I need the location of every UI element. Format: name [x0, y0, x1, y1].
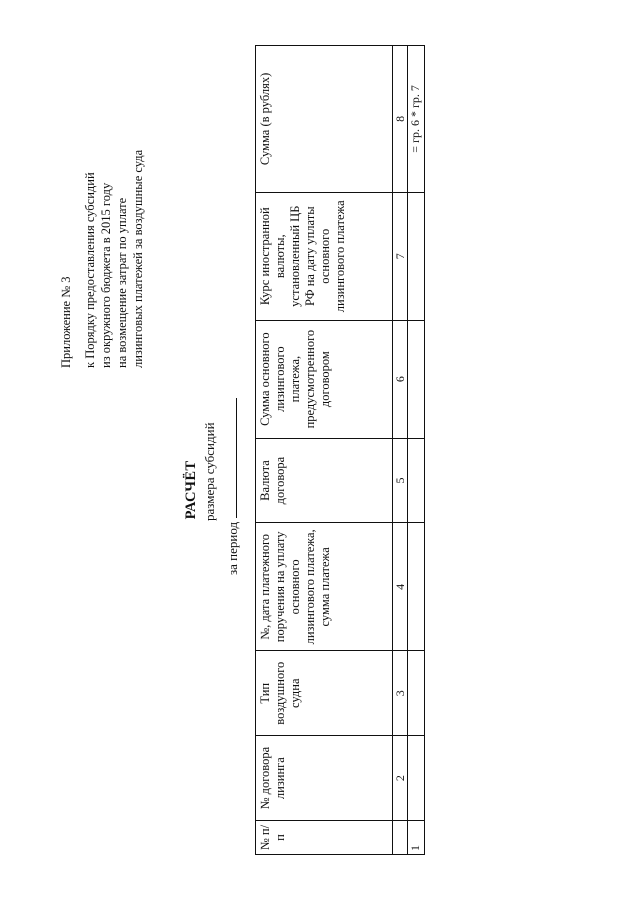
header-cell: №, дата платежного поручения на уплату основного лизингового платежа, сумма платежа	[256, 523, 393, 651]
number-cell: 7	[393, 192, 408, 320]
number-cell: 8	[393, 46, 408, 193]
row-number-cell: 1	[408, 821, 425, 855]
header-cell: Курс иностранной валюты, установленный ЦБ РФ на дату уплаты основного лизингового платежа	[256, 192, 393, 320]
period-field	[224, 398, 241, 575]
formula-cell: = гр. 6 * гр. 7	[408, 46, 425, 193]
document-title: РАСЧЁТ	[183, 460, 199, 520]
data-cell	[408, 192, 425, 320]
header-cell: Тип воздушного судна	[256, 651, 393, 736]
annex-block	[58, 150, 146, 368]
header-cell: Валюта договора	[256, 438, 393, 523]
annex-number: Приложение № 3	[59, 276, 73, 368]
number-cell: 2	[393, 736, 408, 821]
number-cell: 4	[393, 523, 408, 651]
period-label: за период	[225, 521, 240, 575]
data-cell	[408, 736, 425, 821]
header-cell: Сумма основного лизингового платежа, предусмотренного договором	[256, 320, 393, 438]
data-cell	[408, 523, 425, 651]
annex-line: на возмещение затрат по уплате	[115, 197, 129, 368]
number-cell	[393, 821, 408, 855]
annex-line: лизинговых платежей за воздушные суда	[131, 149, 145, 368]
data-cell	[408, 438, 425, 523]
number-cell: 6	[393, 320, 408, 438]
table-row	[408, 46, 425, 855]
table-header-row	[256, 46, 393, 855]
annex-line: из окружного бюджета в 2015 году	[99, 182, 113, 368]
period-blank-line	[224, 398, 237, 518]
number-cell: 5	[393, 438, 408, 523]
header-cell: Сумма (в рублях)	[256, 46, 393, 193]
subsidy-calculation-table	[255, 45, 425, 855]
data-cell	[408, 320, 425, 438]
document-subtitle: размера субсидий	[202, 422, 217, 521]
column-number-row	[393, 46, 408, 855]
header-cell: № договора лизинга	[256, 736, 393, 821]
number-cell: 3	[393, 651, 408, 736]
annex-line: к Порядку предоставления субсидий	[83, 172, 97, 368]
header-cell: № п/п	[256, 821, 393, 855]
data-cell	[408, 651, 425, 736]
